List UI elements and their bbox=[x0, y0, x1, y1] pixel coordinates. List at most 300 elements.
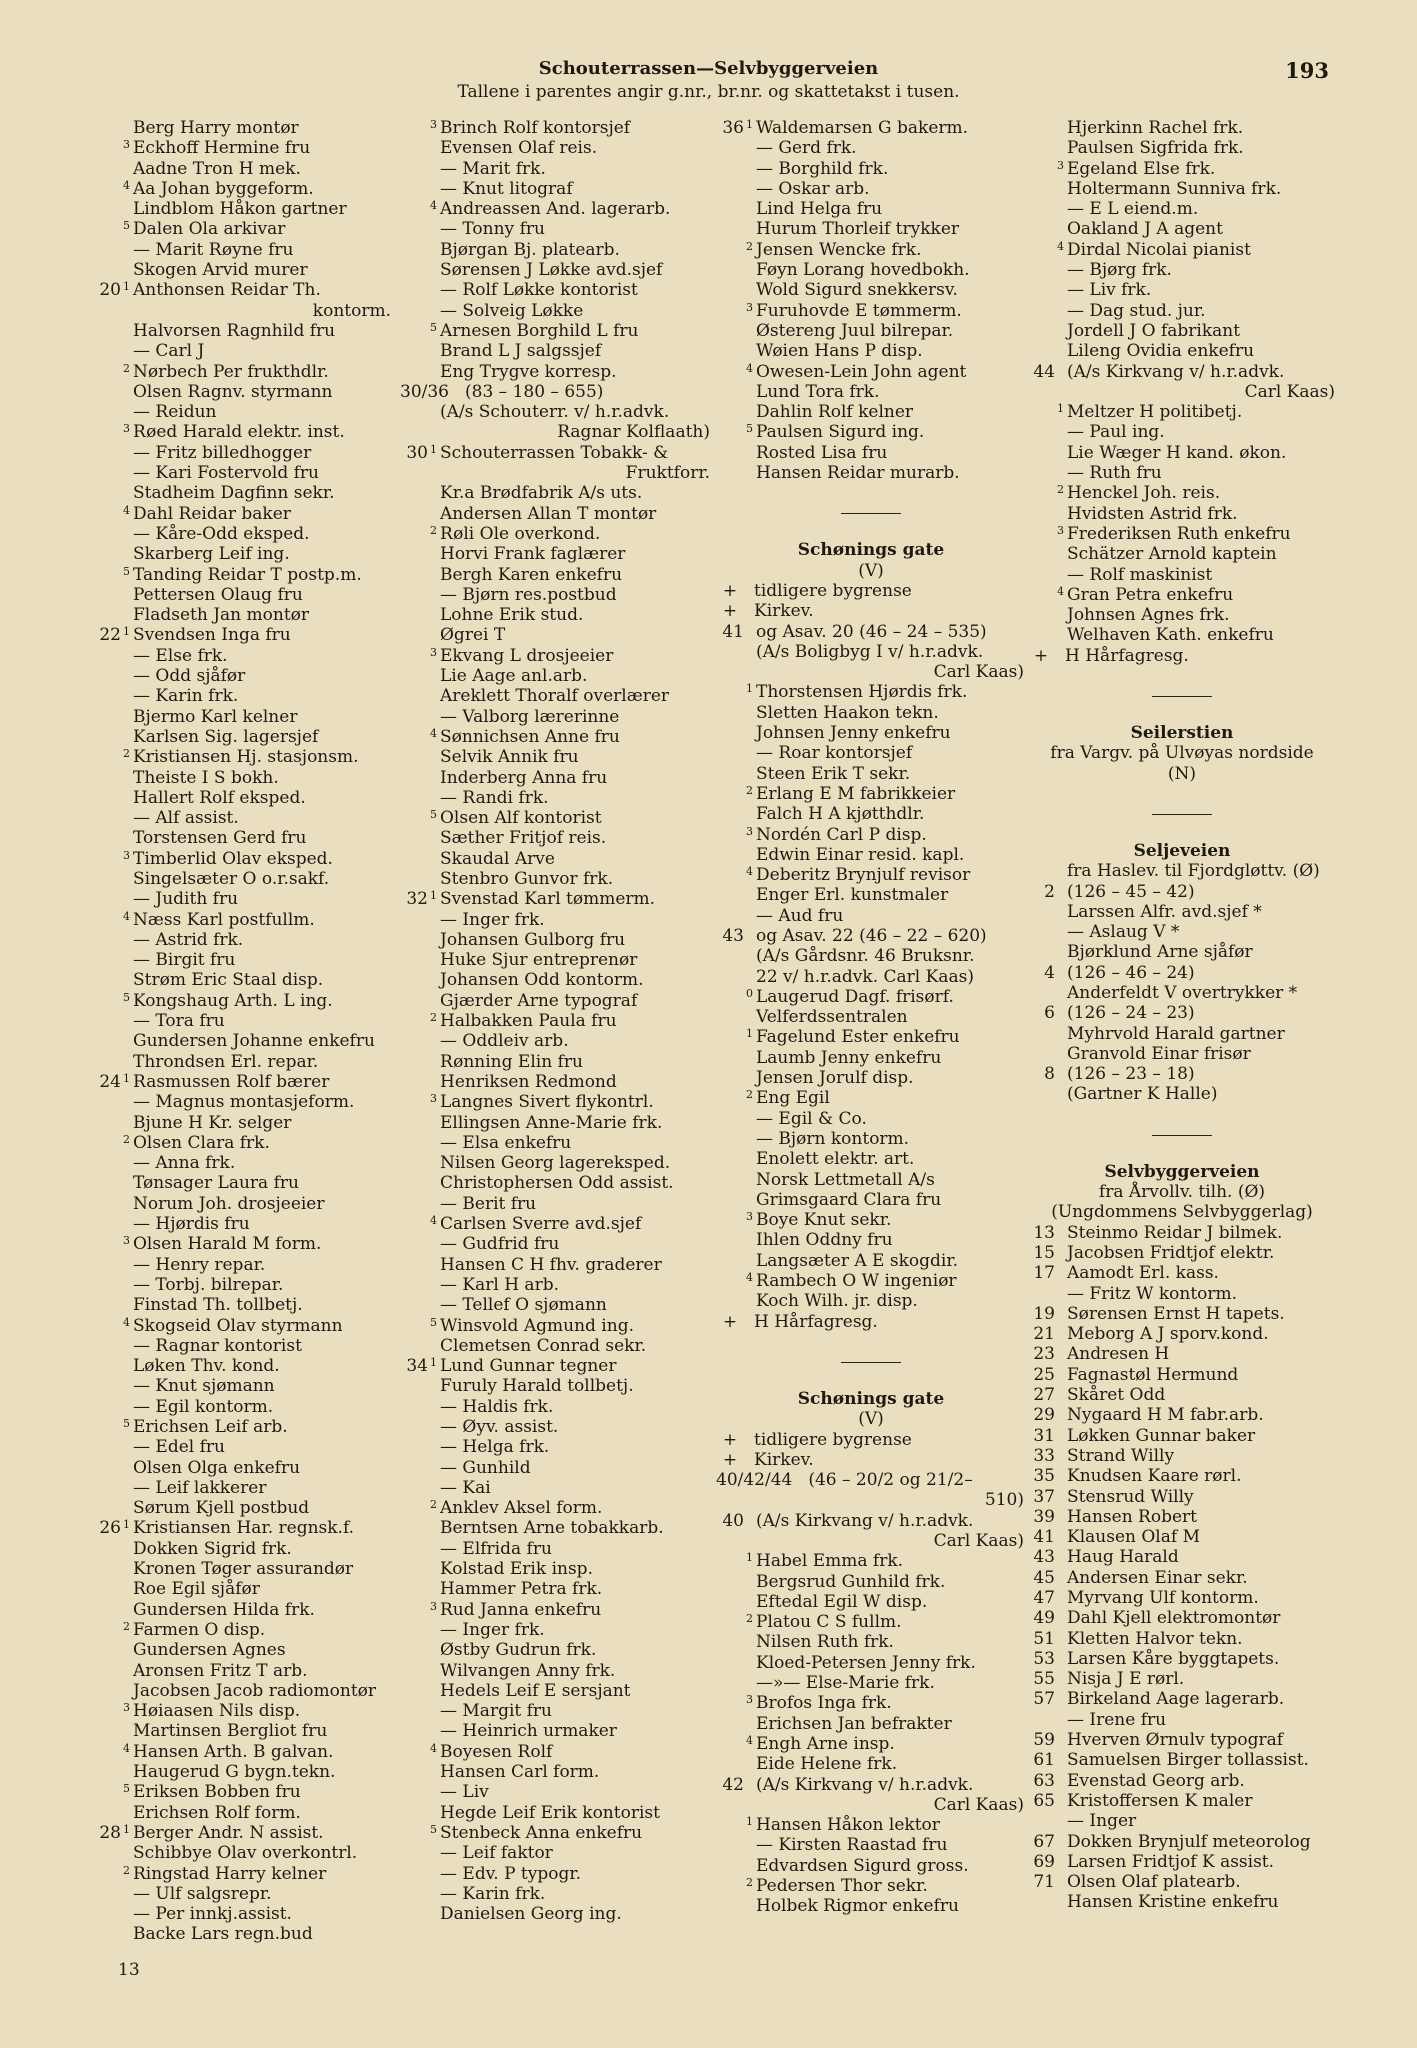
entry-text: Aronsen Fritz T arb. bbox=[133, 1660, 308, 1681]
house-number bbox=[1027, 585, 1057, 605]
entry-text: — Bjørg frk. bbox=[1067, 260, 1172, 281]
house-number bbox=[400, 1640, 430, 1660]
house-number bbox=[716, 825, 746, 845]
floor-number bbox=[746, 946, 756, 966]
directory-entry bbox=[93, 504, 393, 524]
entry-text: Gundersen Agnes bbox=[133, 1640, 286, 1661]
floor-number bbox=[123, 1904, 133, 1924]
house-number: 27 bbox=[1033, 1385, 1055, 1406]
entry-text: Røed Harald elektr. inst. bbox=[133, 422, 345, 443]
house-number bbox=[400, 1336, 430, 1356]
house-number bbox=[1027, 544, 1057, 564]
house-number: 24 bbox=[99, 1071, 121, 1092]
house-number bbox=[93, 1153, 123, 1173]
floor-number bbox=[123, 1843, 133, 1863]
entry-text: Berg Harry montør bbox=[133, 118, 299, 138]
house-number: 20 bbox=[99, 280, 121, 301]
directory-entry bbox=[1027, 1568, 1337, 1588]
house-number bbox=[400, 1376, 430, 1396]
directory-entry bbox=[716, 463, 1026, 483]
entry-text: Øgrei T bbox=[440, 625, 506, 646]
house-number bbox=[93, 1661, 123, 1681]
entry-text: Ihlen Oddny fru bbox=[756, 1230, 893, 1251]
entry-text: Rasmussen Rolf bærer bbox=[133, 1071, 330, 1092]
entry-text: Stensrud Willy bbox=[1067, 1486, 1194, 1507]
floor-number bbox=[123, 341, 133, 361]
entry-text: Aa Johan byggeform. bbox=[133, 178, 314, 199]
directory-entry bbox=[716, 967, 1026, 987]
directory-entry bbox=[400, 179, 712, 199]
floor-number bbox=[430, 1194, 440, 1214]
entry-text: Jensen Jorulf disp. bbox=[756, 1068, 914, 1089]
directory-entry bbox=[1027, 443, 1337, 463]
directory-entry bbox=[716, 1693, 1026, 1713]
directory-entry bbox=[1027, 463, 1337, 483]
floor-number bbox=[746, 926, 756, 946]
directory-entry bbox=[400, 504, 712, 524]
floor-number bbox=[430, 219, 440, 239]
house-number: 43 bbox=[722, 925, 744, 946]
entry-text: Owesen-Lein John agent bbox=[756, 361, 967, 382]
cross-street-marker: + bbox=[722, 580, 738, 601]
floor-number: 3 bbox=[746, 1210, 753, 1224]
entry-text: Jacobsen Jacob radiomontør bbox=[133, 1680, 377, 1701]
house-number bbox=[1027, 1710, 1057, 1730]
entry-text: Halbakken Paula fru bbox=[440, 1011, 617, 1032]
entry-text: Haugerud G bygn.tekn. bbox=[133, 1762, 336, 1783]
house-number bbox=[93, 1762, 123, 1782]
floor-number bbox=[430, 1620, 440, 1640]
floor-number: 1 bbox=[123, 625, 130, 639]
directory-entry bbox=[400, 930, 712, 950]
entry-text: Dirdal Nicolai pianist bbox=[1067, 239, 1251, 260]
directory-entry bbox=[400, 585, 712, 605]
floor-number bbox=[430, 707, 440, 727]
floor-number bbox=[430, 483, 440, 503]
house-number bbox=[93, 727, 123, 747]
section-separator bbox=[1152, 1135, 1212, 1136]
directory-entry bbox=[93, 849, 393, 869]
directory-entry bbox=[716, 179, 1026, 199]
floor-number: 2 bbox=[123, 747, 130, 761]
house-number bbox=[400, 1255, 430, 1275]
house-number bbox=[400, 930, 430, 950]
floor-number bbox=[1057, 219, 1067, 239]
entry-text: Paulsen Sigfrida frk. bbox=[1067, 138, 1244, 159]
directory-entry bbox=[1027, 605, 1337, 625]
floor-number bbox=[1057, 922, 1067, 942]
house-number bbox=[400, 1295, 430, 1315]
directory-entry bbox=[400, 1823, 712, 1843]
entry-text: Horvi Frank faglærer bbox=[440, 544, 626, 565]
directory-entry bbox=[400, 1072, 712, 1092]
house-number: 32 bbox=[406, 889, 428, 910]
directory-entry bbox=[400, 1194, 712, 1214]
entry-text: Aadne Tron H mek. bbox=[133, 158, 301, 179]
directory-entry bbox=[1027, 1466, 1337, 1486]
house-number bbox=[400, 138, 430, 158]
floor-number bbox=[123, 1437, 133, 1457]
house-number bbox=[400, 1600, 430, 1620]
entry-text: Skaudal Arve bbox=[440, 848, 555, 869]
house-number bbox=[93, 382, 123, 402]
directory-entry bbox=[93, 1072, 393, 1092]
directory-entry bbox=[716, 1149, 1026, 1169]
entry-text: Hammer Petra frk. bbox=[440, 1579, 603, 1600]
floor-number bbox=[1057, 1547, 1067, 1567]
entry-text: kontorm. bbox=[312, 300, 391, 321]
directory-entry bbox=[400, 402, 712, 422]
house-number bbox=[400, 260, 430, 280]
entry-text: Karlsen Sig. lagersjef bbox=[133, 726, 319, 747]
house-number bbox=[400, 1214, 430, 1234]
floor-number bbox=[430, 179, 440, 199]
directory-entry bbox=[93, 463, 393, 483]
house-number bbox=[93, 179, 123, 199]
entry-text: — Ragnar kontorist bbox=[133, 1335, 302, 1356]
house-number bbox=[716, 1572, 746, 1592]
floor-number: 3 bbox=[430, 1599, 437, 1613]
floor-number bbox=[1057, 1466, 1067, 1486]
floor-number bbox=[1057, 1608, 1067, 1628]
floor-number bbox=[430, 970, 440, 990]
directory-entry bbox=[1027, 942, 1337, 962]
floor-number bbox=[746, 1673, 756, 1693]
entry-text: — Valborg lærerinne bbox=[440, 706, 620, 727]
directory-entry bbox=[93, 1153, 393, 1173]
entry-text: Hansen Robert bbox=[1067, 1506, 1197, 1527]
floor-number bbox=[746, 1007, 756, 1027]
section-separator bbox=[1152, 696, 1212, 697]
entry-text: Hansen Håkon lektor bbox=[756, 1815, 940, 1836]
entry-text: — Edel fru bbox=[133, 1437, 225, 1458]
house-number bbox=[716, 743, 746, 763]
directory-entry bbox=[716, 682, 1026, 702]
entry-text: — Fritz W kontorm. bbox=[1067, 1283, 1238, 1304]
directory-entry bbox=[93, 1031, 393, 1051]
entry-text: (A/s Gårdsnr. 46 Bruksnr. bbox=[756, 946, 975, 967]
house-number bbox=[1027, 942, 1057, 962]
directory-entry bbox=[93, 1681, 393, 1701]
floor-number bbox=[1057, 625, 1067, 645]
floor-number: 4 bbox=[123, 178, 130, 192]
entry-text: Knudsen Kaare rørl. bbox=[1067, 1466, 1242, 1487]
entry-text: Aamodt Erl. kass. bbox=[1067, 1263, 1219, 1284]
house-number bbox=[400, 1803, 430, 1823]
house-number bbox=[400, 869, 430, 889]
floor-number bbox=[123, 1458, 133, 1478]
house-number bbox=[93, 1316, 123, 1336]
floor-number bbox=[123, 707, 133, 727]
directory-entry bbox=[400, 1052, 712, 1072]
house-number bbox=[93, 504, 123, 524]
house-number bbox=[400, 1518, 430, 1538]
entry-text: Paulsen Sigurd ing. bbox=[756, 422, 925, 443]
floor-number bbox=[746, 1190, 756, 1210]
directory-entry bbox=[1027, 1003, 1337, 1023]
directory-entry bbox=[93, 138, 393, 158]
floor-number bbox=[1057, 1629, 1067, 1649]
entry-text: Carl Kaas) bbox=[1244, 381, 1335, 402]
house-number: 63 bbox=[1033, 1770, 1055, 1791]
house-number bbox=[93, 1295, 123, 1315]
column-1 bbox=[93, 118, 393, 1945]
entry-text: og Asav. 20 (46 – 24 – 535) bbox=[756, 621, 987, 642]
floor-number: 3 bbox=[430, 1092, 437, 1106]
directory-entry bbox=[716, 1430, 1026, 1450]
directory-entry bbox=[93, 1011, 393, 1031]
directory-entry bbox=[93, 1295, 393, 1315]
entry-text: (A/s Kirkvang v/ h.r.advk. bbox=[756, 1774, 974, 1795]
floor-number bbox=[123, 869, 133, 889]
house-number bbox=[400, 1316, 430, 1336]
entry-text: — Helga frk. bbox=[440, 1437, 550, 1458]
floor-number: 1 bbox=[746, 118, 753, 131]
house-number: 34 bbox=[406, 1356, 428, 1377]
house-number bbox=[400, 280, 430, 300]
entry-text: — Rolf maskinist bbox=[1067, 564, 1213, 585]
directory-entry bbox=[93, 1904, 393, 1924]
directory-entry bbox=[400, 1153, 712, 1173]
floor-number: 4 bbox=[123, 1315, 130, 1329]
house-number: 25 bbox=[1033, 1364, 1055, 1385]
directory-entry bbox=[1027, 1832, 1337, 1852]
floor-number bbox=[430, 686, 440, 706]
directory-entry bbox=[716, 1714, 1026, 1734]
directory-entry bbox=[1027, 1426, 1337, 1446]
floor-number bbox=[746, 804, 756, 824]
entry-text: Jensen Wencke frk. bbox=[756, 239, 922, 260]
directory-entry bbox=[716, 1592, 1026, 1612]
floor-number bbox=[430, 1701, 440, 1721]
floor-number bbox=[430, 1153, 440, 1173]
directory-entry bbox=[716, 382, 1026, 402]
floor-number: 3 bbox=[746, 824, 753, 838]
directory-entry bbox=[716, 1109, 1026, 1129]
entry-text: Velferdssentralen bbox=[756, 1007, 908, 1028]
house-number bbox=[93, 1417, 123, 1437]
floor-number: 3 bbox=[123, 848, 130, 862]
entry-text: Eng Trygve korresp. bbox=[440, 361, 617, 382]
page-header-subtitle: Tallene i parentes angir g.nr., br.nr. og skattetakst i tusen. bbox=[457, 82, 960, 102]
floor-number bbox=[746, 1251, 756, 1271]
floor-number: 1 bbox=[123, 1822, 130, 1836]
entry-text: Grimsgaard Clara fru bbox=[756, 1189, 942, 1210]
floor-number bbox=[1057, 861, 1067, 881]
entry-text: — Marit frk. bbox=[440, 158, 546, 179]
floor-number bbox=[1057, 1852, 1067, 1872]
entry-text: — Rolf Løkke kontorist bbox=[440, 280, 638, 301]
house-number bbox=[400, 970, 430, 990]
floor-number bbox=[1057, 1284, 1067, 1304]
directory-entry bbox=[400, 1640, 712, 1660]
house-number bbox=[716, 987, 746, 1007]
house-number bbox=[1027, 1892, 1057, 1912]
entry-text: — Torbj. bilrepar. bbox=[133, 1274, 284, 1295]
directory-entry bbox=[93, 199, 393, 219]
entry-text: — Odd sjåfør bbox=[133, 666, 246, 687]
floor-number bbox=[746, 723, 756, 743]
house-number bbox=[400, 118, 430, 138]
floor-number bbox=[430, 1031, 440, 1051]
house-number bbox=[93, 666, 123, 686]
house-number: 36 bbox=[722, 118, 744, 138]
floor-number bbox=[746, 159, 756, 179]
floor-number bbox=[430, 280, 440, 300]
entry-text: — Øyv. assist. bbox=[440, 1417, 559, 1437]
floor-number bbox=[123, 118, 133, 138]
floor-number: 5 bbox=[123, 1782, 130, 1796]
directory-entry bbox=[93, 1255, 393, 1275]
house-number bbox=[716, 1815, 746, 1835]
house-number bbox=[93, 1458, 123, 1478]
entry-text: — Bjørn kontorm. bbox=[756, 1128, 910, 1149]
entry-text: Birkeland Aage lagerarb. bbox=[1067, 1689, 1285, 1710]
entry-text: Haug Harald bbox=[1067, 1547, 1179, 1568]
entry-text: Hedels Leif E sersjant bbox=[440, 1680, 631, 1701]
house-number bbox=[93, 970, 123, 990]
floor-number: 5 bbox=[430, 1315, 437, 1329]
entry-text: Hansen Reidar murarb. bbox=[756, 463, 960, 484]
entry-text: Østereng Juul bilrepar. bbox=[756, 320, 954, 341]
floor-number bbox=[123, 382, 133, 402]
floor-number bbox=[430, 1762, 440, 1782]
directory-entry bbox=[716, 1068, 1026, 1088]
entry-text: Hansen Kristine enkefru bbox=[1067, 1892, 1279, 1913]
house-number bbox=[93, 199, 123, 219]
house-number bbox=[93, 808, 123, 828]
floor-number bbox=[1057, 1669, 1067, 1689]
house-number bbox=[400, 788, 430, 808]
directory-entry bbox=[93, 118, 393, 138]
house-number bbox=[400, 1031, 430, 1051]
floor-number bbox=[744, 1450, 754, 1470]
house-number bbox=[400, 1234, 430, 1254]
entry-text: — Roar kontorsjef bbox=[756, 743, 913, 764]
house-number bbox=[93, 1113, 123, 1133]
directory-entry bbox=[93, 260, 393, 280]
house-number bbox=[716, 219, 746, 239]
directory-entry bbox=[716, 240, 1026, 260]
entry-text: Eng Egil bbox=[756, 1088, 830, 1109]
entry-text: Sørensen Ernst H tapets. bbox=[1067, 1303, 1285, 1324]
floor-number bbox=[123, 1661, 133, 1681]
entry-text: — Kari Fostervold fru bbox=[133, 463, 319, 484]
house-number bbox=[1027, 1284, 1057, 1304]
house-number bbox=[1027, 240, 1057, 260]
house-number bbox=[400, 219, 430, 239]
entry-text: Edvardsen Sigurd gross. bbox=[756, 1855, 969, 1876]
floor-number bbox=[123, 1600, 133, 1620]
floor-number bbox=[746, 1632, 756, 1652]
entry-text: Stenbeck Anna enkefru bbox=[440, 1822, 643, 1843]
floor-number bbox=[746, 967, 756, 987]
entry-text: Singelsæter O o.r.sakf. bbox=[133, 868, 330, 889]
floor-number bbox=[430, 1681, 440, 1701]
section-separator bbox=[841, 513, 901, 514]
directory-entry bbox=[1027, 199, 1337, 219]
house-number bbox=[93, 1255, 123, 1275]
floor-number bbox=[1057, 443, 1067, 463]
directory-entry bbox=[93, 362, 393, 382]
floor-number bbox=[746, 382, 756, 402]
entry-text: — Inger frk. bbox=[440, 909, 545, 930]
house-number bbox=[93, 1194, 123, 1214]
entry-text: — Oskar arb. bbox=[756, 178, 870, 199]
directory-entry bbox=[93, 422, 393, 442]
directory-entry bbox=[400, 1518, 712, 1538]
entry-text: (A/s Boligbyg I v/ h.r.advk. bbox=[756, 641, 984, 662]
entry-text: Rosted Lisa fru bbox=[756, 442, 888, 463]
floor-number bbox=[746, 642, 756, 662]
entry-text: Nisja J E rørl. bbox=[1067, 1669, 1185, 1690]
floor-number bbox=[1057, 1527, 1067, 1547]
entry-text: Schibbye Olav overkontrl. bbox=[133, 1843, 358, 1864]
directory-entry bbox=[400, 1864, 712, 1884]
entry-text: Kloed-Petersen Jenny frk. bbox=[756, 1652, 976, 1673]
directory-entry bbox=[400, 1316, 712, 1336]
directory-entry bbox=[716, 1775, 1026, 1795]
entry-text: Norsk Lettmetall A/s bbox=[756, 1169, 935, 1190]
house-number bbox=[93, 1437, 123, 1457]
floor-number bbox=[430, 1113, 440, 1133]
floor-number: 1 bbox=[123, 1071, 130, 1085]
house-number bbox=[93, 1620, 123, 1640]
directory-entry bbox=[400, 138, 712, 158]
entry-text: Lindblom Håkon gartner bbox=[133, 199, 347, 220]
floor-number bbox=[1057, 1385, 1067, 1405]
directory-entry bbox=[716, 906, 1026, 926]
entry-text: Andreassen And. lagerarb. bbox=[440, 199, 671, 220]
house-number bbox=[400, 1782, 430, 1802]
floor-number: 5 bbox=[430, 1822, 437, 1836]
directory-entry bbox=[93, 585, 393, 605]
house-number bbox=[400, 1011, 430, 1031]
entry-text: Carl Kaas) bbox=[933, 1794, 1024, 1815]
entry-text: Anthonsen Reidar Th. bbox=[133, 280, 321, 301]
house-number bbox=[93, 1579, 123, 1599]
directory-entry bbox=[716, 1210, 1026, 1230]
floor-number bbox=[1057, 1084, 1067, 1104]
house-number bbox=[93, 1173, 123, 1193]
house-number bbox=[400, 828, 430, 848]
floor-number bbox=[430, 788, 440, 808]
directory-entry bbox=[1027, 1507, 1337, 1527]
street-heading-note: (V) bbox=[858, 1409, 884, 1430]
directory-entry bbox=[1027, 1730, 1337, 1750]
floor-number bbox=[430, 1884, 440, 1904]
floor-number bbox=[430, 585, 440, 605]
house-number bbox=[93, 402, 123, 422]
directory-entry bbox=[93, 605, 393, 625]
entry-text: Fagelund Ester enkefru bbox=[756, 1027, 960, 1048]
entry-text: og Asav. 22 (46 – 22 – 620) bbox=[756, 925, 987, 946]
entry-text: Gran Petra enkefru bbox=[1067, 584, 1234, 605]
house-number bbox=[716, 1551, 746, 1571]
house-number bbox=[400, 910, 430, 930]
entry-text: Ringstad Harry kelner bbox=[133, 1863, 327, 1884]
entry-text: Tønsager Laura fru bbox=[133, 1173, 299, 1194]
entry-text: Nilsen Ruth frk. bbox=[756, 1632, 894, 1653]
entry-text: Skogseid Olav styrmann bbox=[133, 1315, 343, 1336]
directory-entry bbox=[716, 1612, 1026, 1632]
entry-text: — Carl J bbox=[133, 341, 205, 362]
street-heading-note: fra Årvollv. tilh. (Ø) bbox=[1098, 1182, 1266, 1203]
entry-text: Meltzer H politibetj. bbox=[1067, 402, 1243, 423]
house-number bbox=[400, 1742, 430, 1762]
directory-entry bbox=[400, 686, 712, 706]
house-number bbox=[93, 1701, 123, 1721]
